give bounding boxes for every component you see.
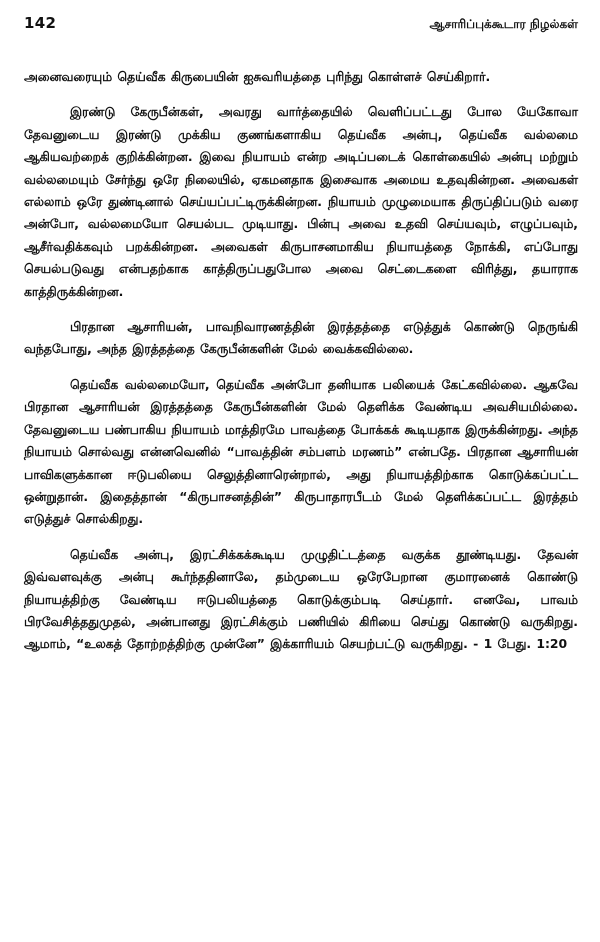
paragraph-high-priest: பிரதான ஆசாரியன், பாவநிவாரணத்தின் இரத்தத்தை எடுத்துக் கொண்டு நெருங்கி வந்தபோது, அந்த இரத்தத்தை கேருபீன்களின் மேல் வைக்கவில்லை. (24, 319, 578, 357)
paragraph-continuation: அனைவரையும் தெய்வீக கிருபையின் ஐசுவரியத்தை புரிந்து கொள்ளச் செய்கிறார். (24, 69, 491, 84)
page-header (24, 14, 578, 44)
page-body (24, 66, 578, 656)
running-title: ஆசாரிப்புக்கூடார நிழல்கள் (429, 17, 578, 31)
paragraph-justice: தெய்வீக வல்லமையோ, தெய்வீக அன்போ தனியாக பலியைக் கேட்கவில்லை. ஆகவே பிரதான ஆசாரியன் இரத்தத்தை கேருபீன்களின் மேல் தெளிக்க வேண்டிய அவசியமில்லை. தேவனுடைய பண்பாகிய நியாயம் மாத்திரமே பாவத்தை போக்கக் கூடியதாக இருக்கின்றது. அந்த நியாயம் சொல்வது என்னவெனில் “பாவத்தின் சம்பளம் மரணம்” என்பதே. பிரதான ஆசாரியன் பாவிகளுக்கான ஈடுபலியை செலுத்தினாரென்றால், அது நியாயத்திற்காக கொடுக்கப்பட்ட ஒன்றுதான். இதைத்தான் “கிருபாசனத்தின்” கிருபாதாரபீடம் மேல் தெளிக்கப்பட்ட இரத்தம் எடுத்துச் சொல்கிறது. (24, 376, 578, 527)
paragraph-cherubim: இரண்டு கேருபீன்கள், அவரது வார்த்தையில் வெளிப்பட்டது போல யேகோவா தேவனுடைய இரண்டு முக்கிய குணங்களாகிய தெய்வீக அன்பு, தெய்வீக வல்லமை ஆகியவற்றைக் குறிக்கின்றன. இவை நியாயம் என்ற அடிப்படைக் கொள்கையில் அன்பு மற்றும் வல்லமையும் சேர்ந்து ஒரே நிலையில், ஏகமனதாக இசைவாக அமைய உதவுகின்றன. அவைகள் எல்லாம் ஒரே துண்டினால் செய்யப்பட்டிருக்கின்றன. நியாயம் முழுமையாக திருப்திப்படும் வரை அன்போ, வல்லமையோ செயல்பட முடியாது. பின்பு அவை உதவி செய்யவும், எழுப்பவும், ஆசீர்வதிக்கவும் பறக்கின்றன. அவைகள் கிருபாசனமாகிய நியாயத்தை நோக்கி, எப்போது செயல்படுவது என்பதற்காக காத்திருப்பதுபோல அவை செட்டைகளை விரித்து, தயாராக காத்திருக்கின்றன. (24, 104, 578, 299)
page-number: 142 (24, 14, 57, 32)
paragraph-divine-love: தெய்வீக அன்பு, இரட்சிக்கக்கூடிய முழுதிட்டத்தை வகுக்க தூண்டியது. தேவன் இவ்வளவுக்கு அன்பு கூர்ந்ததினாலே, தம்முடைய ஒரேபேறான குமாரனைக் கொண்டு நியாயத்திற்கு வேண்டிய ஈடுபலியத்தை கொடுக்கும்படி செய்தார். எனவே, பாவம் பிரவேசித்ததுமுதல், அன்பானது இரட்சிக்கும் பணியில் கிரியை செய்து கொண்டு வருகிறது. ஆமாம், “உலகத் தோற்றத்திற்கு முன்னே” இக்காரியம் செயற்பட்டு வருகிறது. - 1 பேது. 1:20 (24, 546, 578, 652)
